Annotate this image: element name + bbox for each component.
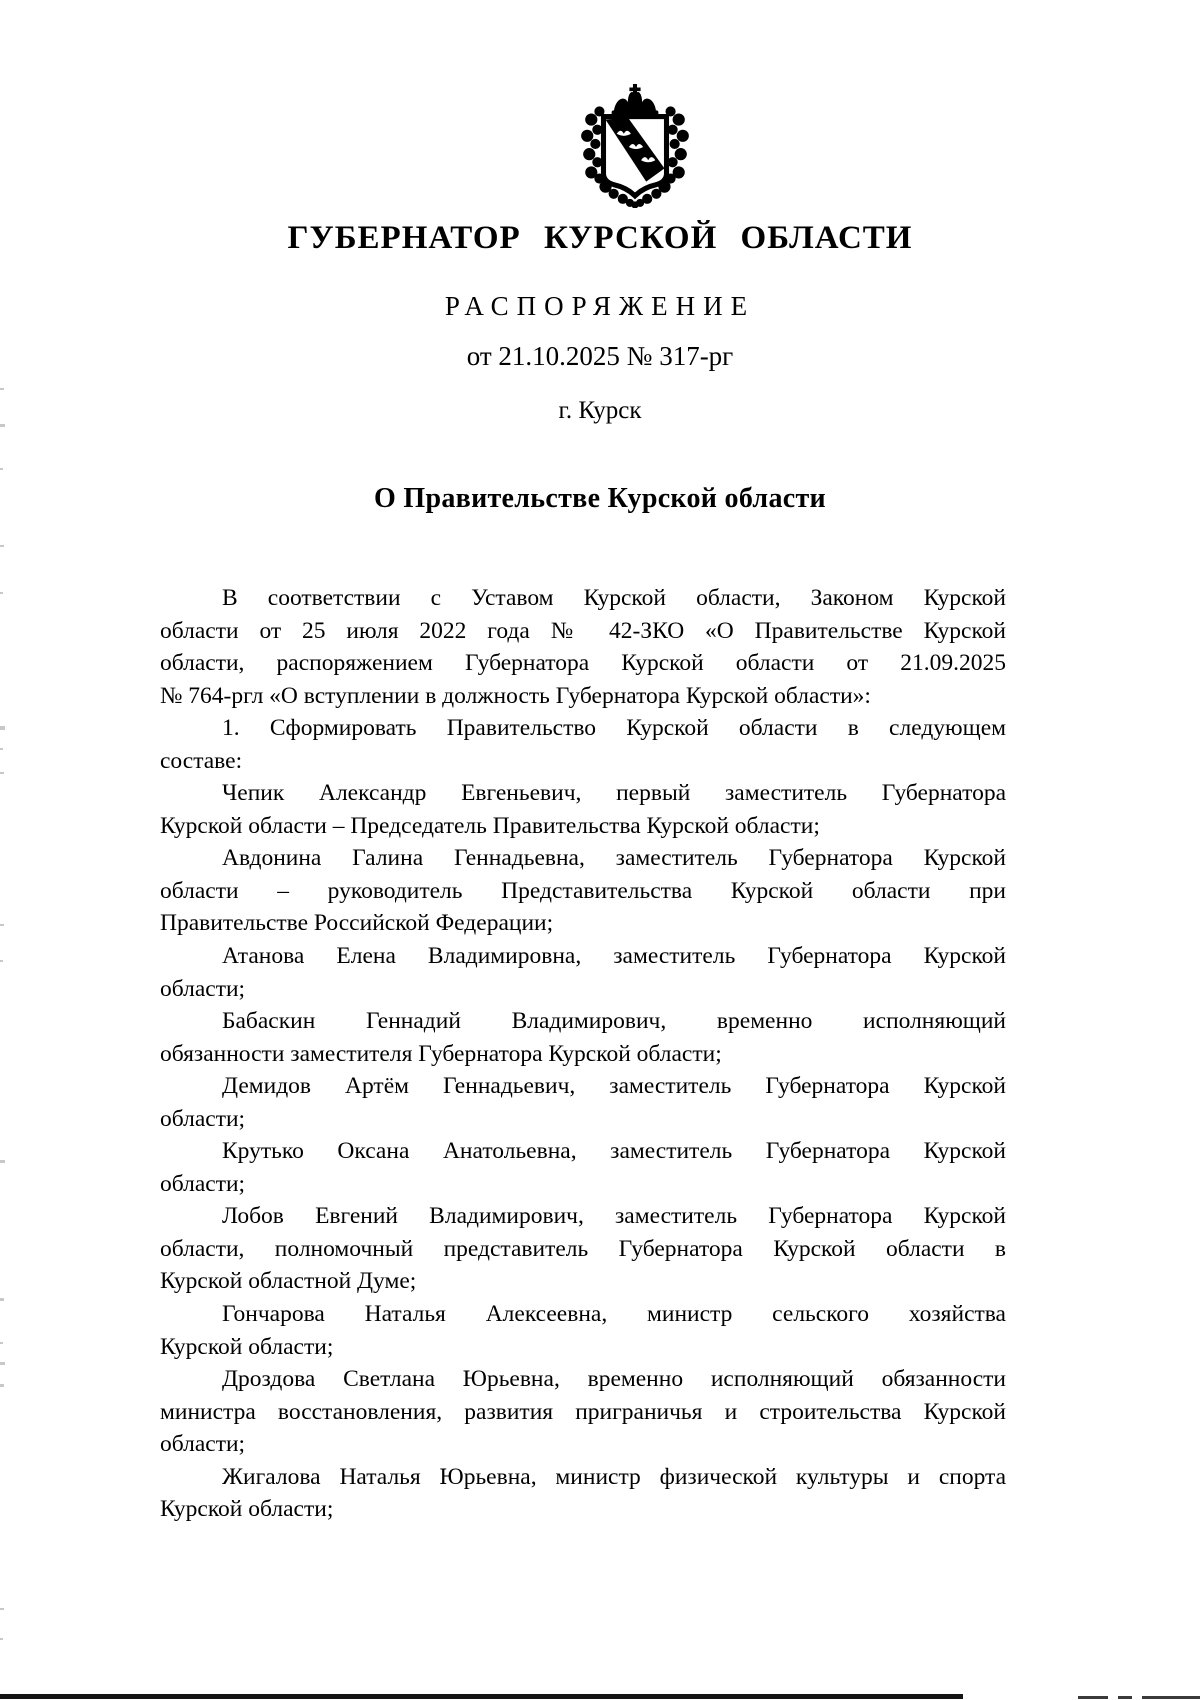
scan-artifact xyxy=(0,1638,3,1640)
text-line: министра восстановления, развития приграничья и строительства Курской xyxy=(160,1398,1006,1425)
doc-body xyxy=(160,582,1006,1526)
text-line: составе: xyxy=(160,747,243,774)
doc-subject-title: О Правительстве Курской области xyxy=(374,483,826,514)
scan-artifact xyxy=(0,1608,4,1610)
text-line: Правительстве Российской Федерации; xyxy=(160,910,554,937)
text-line: № 764-ргл «О вступлении в должность Губернатора Курской области»: xyxy=(160,682,871,709)
scan-edge-line xyxy=(1078,1696,1108,1699)
scan-artifact xyxy=(0,1384,4,1387)
text-line: В соответствии с Уставом Курской области, Законом Курской xyxy=(222,585,1006,611)
text-line: Авдонина Галина Геннадьевна, заместитель Губернатора Курской xyxy=(222,845,1006,872)
text-line: области; xyxy=(160,1170,246,1197)
text-line: Демидов Артём Геннадьевич, заместитель Губернатора Курской xyxy=(222,1073,1006,1100)
text-line: Курской области; xyxy=(160,1333,334,1360)
text-line: области; xyxy=(160,1431,246,1458)
text-line: Дроздова Светлана Юрьевна, временно исполняющий обязанности xyxy=(222,1366,1006,1393)
text-line: Жигалова Наталья Юрьевна, министр физической культуры и спорта xyxy=(222,1463,1006,1490)
text-line: области; xyxy=(160,1105,246,1132)
text-line: обязанности заместителя Губернатора Курской области; xyxy=(160,1040,722,1067)
scan-artifact xyxy=(0,1160,5,1163)
scan-artifact xyxy=(0,726,5,730)
text-line: области – руководитель Представительства Курской области при xyxy=(160,877,1006,904)
text-line: Атанова Елена Владимировна, заместитель Губернатора Курской xyxy=(222,943,1006,970)
text-line: области, распоряжением Губернатора Курской области от 21.09.2025 xyxy=(160,650,1006,677)
text-line: Гончарова Наталья Алексеевна, министр сельского хозяйства xyxy=(222,1301,1006,1328)
kursk-coat-of-arms-icon xyxy=(568,84,702,208)
scan-artifact xyxy=(0,545,4,547)
text-line: области; xyxy=(160,975,246,1002)
scan-artifact xyxy=(0,748,3,750)
scan-artifact xyxy=(0,1362,5,1365)
text-line: области, полномочный представитель Губернатора Курской области в xyxy=(160,1235,1006,1262)
text-line: Бабаскин Геннадий Владимирович, временно исполняющий xyxy=(222,1008,1006,1035)
text-line: Курской области; xyxy=(160,1496,334,1523)
text-line: 1. Сформировать Правительство Курской области в следующем xyxy=(222,715,1006,742)
scan-artifact xyxy=(0,468,3,470)
text-line: Чепик Александр Евгеньевич, первый заместитель Губернатора xyxy=(222,780,1006,807)
text-line: Курской областной Думе; xyxy=(160,1268,417,1295)
text-line: Курской области – Председатель Правительства Курской области; xyxy=(160,812,820,839)
text-line: Лобов Евгений Владимирович, заместитель Губернатора Курской xyxy=(222,1203,1006,1230)
scan-edge-line xyxy=(1118,1696,1132,1699)
scan-edge-line xyxy=(0,1694,963,1699)
scan-artifact xyxy=(0,1298,4,1301)
text-line: области от 25 июля 2022 года № 42-ЗКО «О Правительстве Курской xyxy=(160,617,1006,644)
scan-edge-line xyxy=(1142,1696,1200,1699)
scan-artifact xyxy=(0,592,3,594)
text-line: Крутько Оксана Анатольевна, заместитель Губернатора Курской xyxy=(222,1138,1006,1165)
doc-type-heading: РАСПОРЯЖЕНИЕ xyxy=(444,291,756,321)
scan-artifact xyxy=(0,924,4,926)
scan-artifact xyxy=(0,424,5,427)
doc-date-number: от 21.10.2025 № 317-рг xyxy=(466,341,734,371)
scan-artifact xyxy=(0,960,3,962)
scan-artifact xyxy=(0,772,4,774)
scan-artifact xyxy=(0,1342,3,1344)
doc-city: г. Курск xyxy=(558,397,642,424)
org-name: ГУБЕРНАТОР КУРСКОЙ ОБЛАСТИ xyxy=(287,220,913,256)
scan-artifact xyxy=(0,388,4,390)
